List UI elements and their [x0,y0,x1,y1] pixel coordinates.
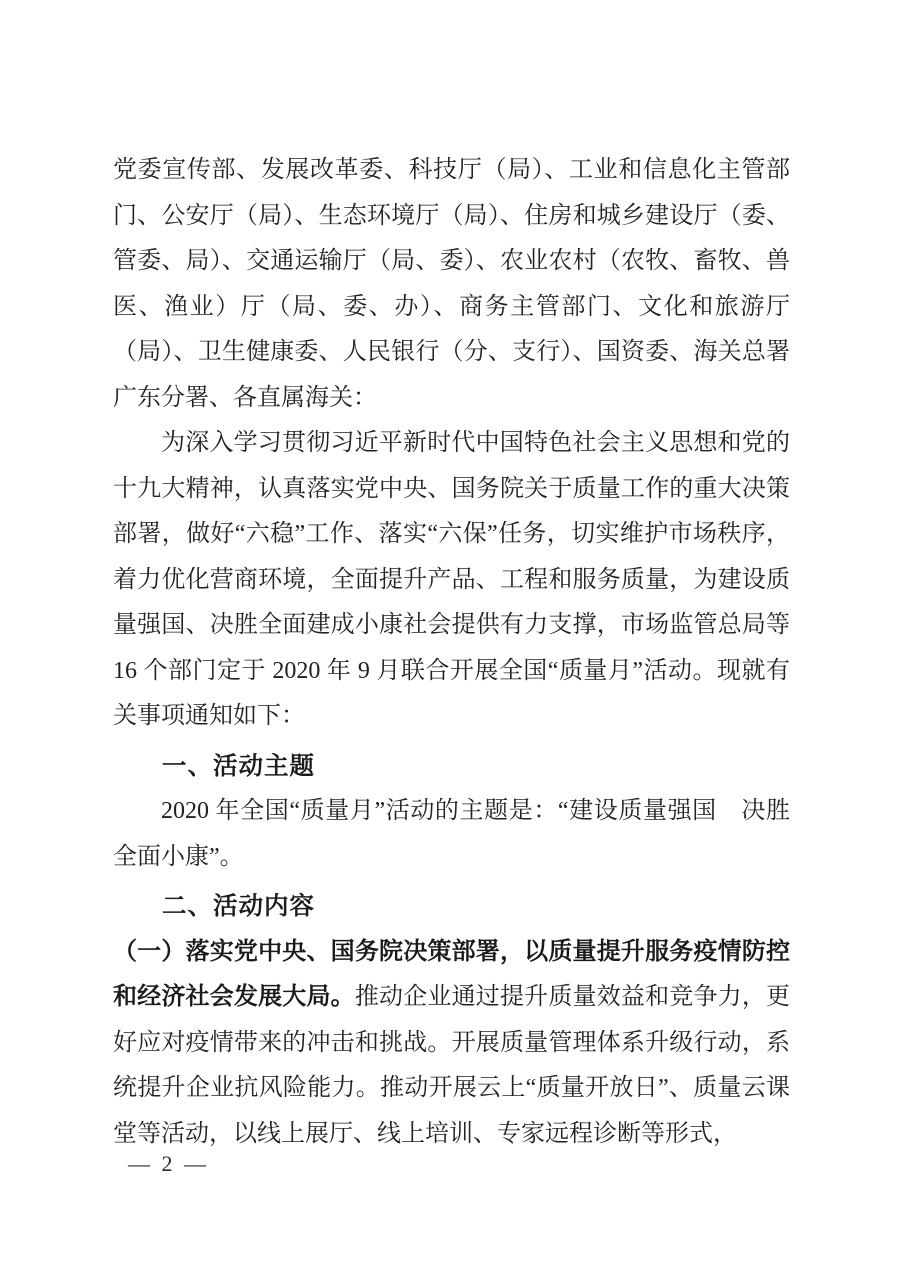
document-body [113,148,790,1157]
item1-lead-sentence: （一）落实党中央、国务院决策部署，以质量提升服务疫情防控和经济社会发展大局。 [113,938,790,1010]
page-number: — 2 — [128,1151,209,1176]
activity-theme-paragraph: 2020 年全国“质量月”活动的主题是：“建设质量强国 决胜全面小康”。 [113,798,790,870]
section-heading-activity-theme: 一、活动主题 [162,752,315,780]
recipient-list: 党委宣传部、发展改革委、科技厅（局）、工业和信息化主管部门、公安厅（局）、生态环境厅（局）、住房和城乡建设厅（委、管委、局）、交通运输厅（局、委）、农业农村（农牧、畜牧、兽医、渔业）厅（局、委、办）、商务主管部门、文化和旅游厅（局）、卫生健康委、人民银行（分、支行）、国资委、海关总署广东分署、各直属海关： [113,157,790,411]
item1-paragraph [113,930,790,1158]
item1-body-text: 推动企业通过提升质量效益和竞争力，更好应对疫情带来的冲击和挑战。开展质量管理体系升级行动，系统提升企业抗风险能力。推动开展云上“质量开放日”、质量云课堂等活动，以线上展厅、线上培训、专家远程诊断等形式， [113,984,791,1147]
section-heading-activity-content: 二、活动内容 [162,893,315,920]
intro-paragraph: 为深入学习贯彻习近平新时代中国特色社会主义思想和党的十九大精神，认真落实党中央、国务院关于质量工作的重大决策部署，做好“六稳”工作、落实“六保”任务，切实维护市场秩序，着力优化营商环境，全面提升产品、工程和服务质量，为建设质量强国、决胜全面建成小康社会提供有力支撑，市场监管总局等 16 个部门定于 2020 年 9 月联合开展全国“质量月”活动。现就有关事项通知如下： [113,430,790,729]
